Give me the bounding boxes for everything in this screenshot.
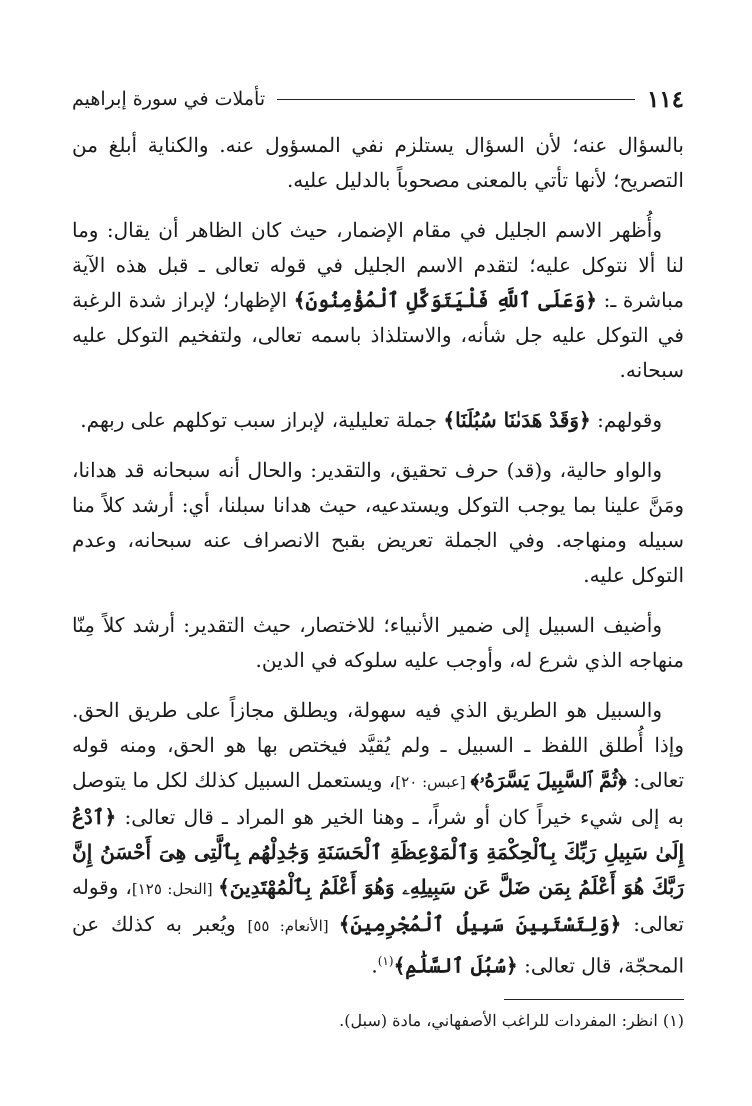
body-text xyxy=(72,128,684,984)
paragraph-text: والواو حالية، و(قد) حرف تحقيق، والتقدير: والحال أنه سبحانه قد هدانا، ومَنَّ علينا بما يوجب التوكل ويستدعيه، حيث هدانا سبلنا، أي: أرشد كلاً منا سبيله ومنهاجه. وفي الجملة تعريض بقبح الانصراف عنه سبحانه، وعدم التوكل عليه. xyxy=(72,458,684,587)
quran-verse: ﴿وَقَدْ هَدَىٰنَا سُبُلَنَا﴾ xyxy=(443,408,591,432)
quran-verse: ﴿سُبُلَ ٱلسَّلَٰمِ﴾ xyxy=(393,953,518,978)
quran-verse: ﴿وَلِتَسْتَبِينَ سَبِيلُ ٱلْمُجْرِمِينَ﴾ xyxy=(338,912,622,936)
quran-verse: ﴿ٱدْعُ إِلَىٰ سَبِيلِ رَبِّكَ بِٱلْحِكْمَةِ وَٱلْمَوْعِظَةِ ٱلْحَسَنَةِ وَجَٰدِلْهُم بِٱلَّتِى هِىَ أَحْسَنُ إِنَّ رَبَّكَ هُوَ أَعْلَمُ بِمَن ضَلَّ عَن سَبِيلِهِۦ وَهُوَ أَعْلَمُ بِٱلْمُهْتَدِينَ﴾ xyxy=(72,805,685,899)
paragraph-text: وقولهم: xyxy=(590,408,662,432)
footnote-marker: (١) xyxy=(377,954,394,968)
paragraph-text: . xyxy=(371,953,378,978)
paragraph xyxy=(72,213,684,388)
paragraph xyxy=(72,693,684,984)
page-number: ١١٤ xyxy=(646,85,684,113)
quran-verse: ﴿ثُمَّ ٱلسَّبِيلَ يَسَّرَهُۥ﴾ xyxy=(470,768,627,792)
paragraph xyxy=(72,608,684,678)
verse-reference: [النحل: ١٢٥] xyxy=(131,880,219,898)
paragraph-text: ، وقوله تعالى: xyxy=(72,875,685,936)
paragraph-text: جملة تعليلية، لإبراز سبب توكلهم على ربهم. xyxy=(80,408,444,432)
paragraph-text: وأُظهر الاسم الجليل في مقام الإضمار، حيث كان الظاهر أن يقال: وما لنا ألا نتوكل عليه؛ لتقدم الاسم الجليل في قوله تعالى ـ قبل هذه الآية مباشرة ـ: xyxy=(72,218,684,312)
paragraph xyxy=(72,403,684,438)
page-header xyxy=(72,82,684,116)
verse-reference: [عبس: ٢٠] xyxy=(395,773,471,791)
paragraph-text: ، ويستعمل السبيل كذلك لكل ما يتوصل به إلى شيء خيراً كان أو شراً، ـ وهنا الخير هو المراد ـ قال تعالى: xyxy=(72,768,684,829)
footnote: (١) انظر: المفردات للراغب الأصفهاني، مادة (سبل). xyxy=(339,1010,684,1030)
header-rule xyxy=(277,99,635,100)
footnote-separator xyxy=(504,999,684,1000)
paragraph-text: والسبيل هو الطريق الذي فيه سهولة، ويطلق مجازاً على طريق الحق. وإذا أُطلق اللفظ ـ السبيل ـ ولم يُقيَّد فيختص بها هو الحق، ومنه قوله تعالى: xyxy=(72,698,685,792)
paragraph xyxy=(72,453,684,593)
book-page xyxy=(72,82,684,1042)
paragraph-text: بالسؤال عنه؛ لأن السؤال يستلزم نفي المسؤول عنه. والكناية أبلغ من التصريح؛ لأنها تأتي بالمعنى مصحوباً بالدليل عليه. xyxy=(72,133,685,192)
paragraph xyxy=(72,128,684,198)
verse-reference: [الأنعام: ٥٥] xyxy=(247,917,339,935)
paragraph-text: الإظهار؛ لإبراز شدة الرغبة في التوكل عليه جل شأنه، والاستلذاذ باسمه تعالى، ولتفخيم التوكل عليه سبحانه. xyxy=(72,288,684,382)
paragraph-text: ويُعبر به كذلك عن المحجّة، قال تعالى: xyxy=(72,912,684,978)
quran-verse: ﴿وَعَلَى ٱللَّهِ فَلْيَتَوَكَّلِ ٱلْمُؤْمِنُونَ﴾ xyxy=(293,288,597,312)
paragraph-text: وأضيف السبيل إلى ضمير الأنبياء؛ للاختصار، حيث التقدير: أرشد كلاً مِنّا منهاجه الذي شرع له، وأوجب عليه سلوكه في الدين. xyxy=(72,613,684,672)
running-title: تأملات في سورة إبراهيم xyxy=(72,88,266,110)
